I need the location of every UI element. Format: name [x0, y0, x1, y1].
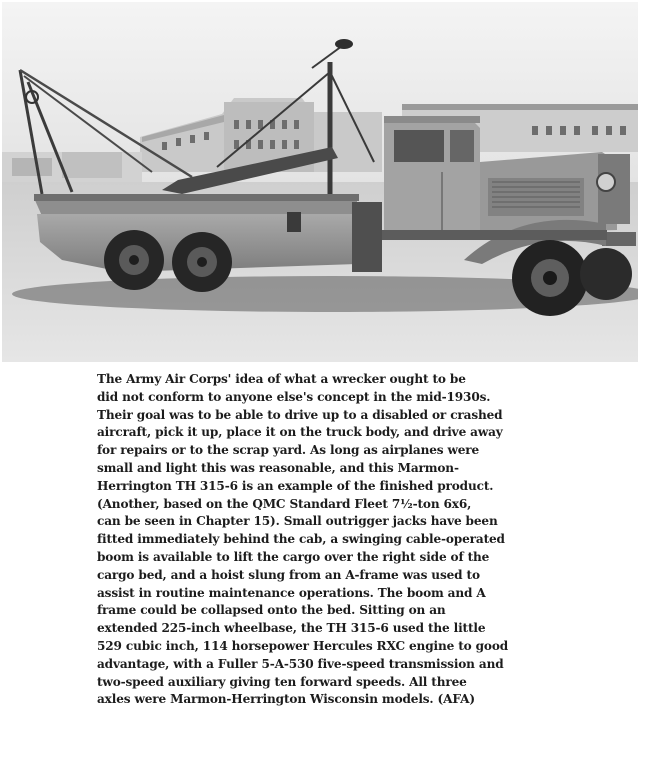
caption-line: Their goal was to be able to drive up to a disabled or crashed [97, 407, 503, 422]
caption-line: two-speed auxiliary giving ten forward speeds. All three [97, 674, 467, 689]
caption-line: advantage, with a Fuller 5-A-530 five-speed transmission and [97, 656, 504, 671]
caption-line: extended 225-inch wheelbase, the TH 315-6 used the little [97, 621, 486, 636]
caption-line: fitted immediately behind the cab, a swinging cable-operated [97, 532, 505, 547]
caption-line: did not conform to anyone else's concept in the mid-1930s. [97, 389, 491, 404]
caption-line: cargo bed, and a hoist slung from an A-frame was used to [97, 567, 480, 582]
front-wheel [512, 240, 588, 316]
caption-line: boom is available to lift the cargo over the right side of the [97, 549, 490, 564]
caption-line: (Another, based on the QMC Standard Fleet 7½-ton 6x6, [97, 496, 472, 511]
caption-line: assist in routine maintenance operations. The boom and A [97, 585, 486, 600]
caption-line: frame could be collapsed onto the bed. Sitting on an [97, 603, 446, 618]
caption-line: 529 cubic inch, 114 horsepower Hercules RXC engine to good [97, 638, 509, 653]
caption-line: can be seen in Chapter 15). Small outrigger jacks have been [97, 514, 498, 529]
photo-caption [97, 371, 556, 709]
rear-wheel-1 [104, 230, 164, 290]
caption-line: Herrington TH 315-6 is an example of the finished product. [97, 478, 494, 493]
wrecker-photo [2, 2, 638, 362]
caption-line: small and light this was reasonable, and this Marmon- [97, 460, 459, 475]
caption-line: for repairs or to the scrap yard. As long as airplanes were [97, 443, 480, 458]
caption-line: axles were Marmon-Herrington Wisconsin models. (AFA) [97, 692, 475, 707]
wrecker-photo-drawing [2, 2, 638, 362]
caption-line: The Army Air Corps' idea of what a wrecker ought to be [97, 372, 466, 386]
caption-line: aircraft, pick it up, place it on the truck body, and drive away [97, 425, 503, 440]
rear-wheel-2 [172, 232, 232, 292]
